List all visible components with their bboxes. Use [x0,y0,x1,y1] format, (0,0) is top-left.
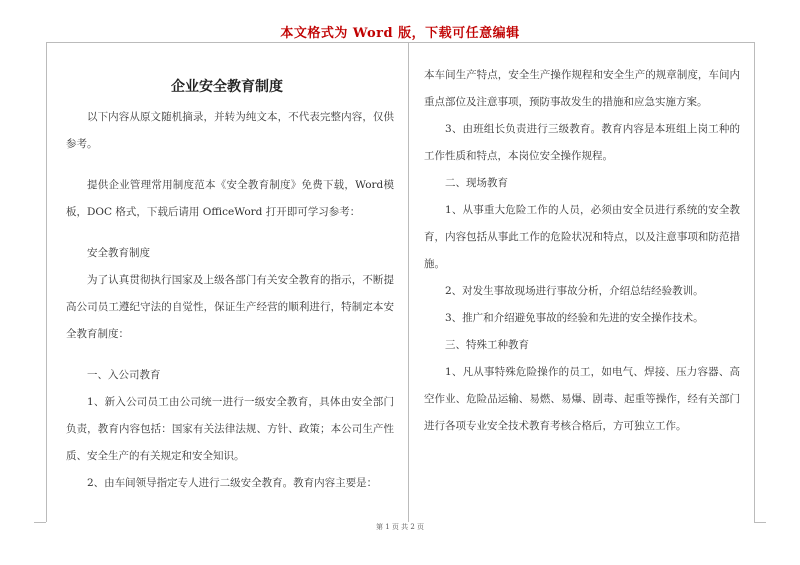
paragraph: 以下内容从原文随机摘录，并转为纯文本，不代表完整内容，仅供参考。 [66,111,394,150]
right-column [424,62,740,440]
column-divider [408,42,409,522]
section-heading: 一、入公司教育 [87,369,161,381]
paragraph: 2、对发生事故现场进行事故分析，介绍总结经验教训。 [445,285,704,297]
section-heading: 三、特殊工种教育 [445,339,529,351]
section-heading: 二、现场教育 [445,177,508,189]
paragraph: 本车间生产特点，安全生产操作规程和安全生产的规章制度，车间内重点部位及注意事项，预防事故发生的措施和应急实施方案。 [424,69,740,108]
paragraph: 3、推广和介绍避免事故的经验和先进的安全操作技术。 [445,312,704,324]
paragraph: 1、凡从事特殊危险操作的员工，如电气、焊接、压力容器、高空作业、危险品运输、易燃、易爆、剧毒、起重等操作，经有关部门进行各项专业安全技术教育考核合格后，方可独立工作。 [424,366,740,432]
download-banner: 本文格式为 Word 版，下载可任意编辑 [280,26,520,41]
paragraph: 为了认真贯彻执行国家及上级各部门有关安全教育的指示，不断提高公司员工遵纪守法的自觉性，保证生产经营的顺利进行，特制定本安全教育制度： [66,274,394,340]
page-frame-top [46,42,754,43]
left-column [66,104,394,497]
page-frame-right [754,42,755,522]
page-number: 第 1 页 共 2 页 [375,523,425,531]
paragraph: 提供企业管理常用制度范本《安全教育制度》免费下载，Word模板，DOC 格式，下载后请用 OfficeWord 打开即可学习参考： [66,179,395,218]
page-frame-left [46,42,47,522]
paragraph: 2、由车间领导指定专人进行二级安全教育。教育内容主要是： [87,477,378,489]
document-title: 企业安全教育制度 [171,79,283,95]
paragraph: 安全教育制度 [87,247,150,259]
paragraph: 3、由班组长负责进行三级教育。教育内容是本班组上岗工种的工作性质和特点，本岗位安全操作规程。 [424,123,740,162]
paragraph: 1、新入公司员工由公司统一进行一级安全教育，具体由安全部门负责，教育内容包括：国家有关法律法规、方针、政策；本公司生产性质、安全生产的有关规定和安全知识。 [66,396,394,462]
paragraph: 1、从事重大危险工作的人员，必须由安全员进行系统的安全教育，内容包括从事此工作的危险状况和特点，以及注意事项和防范措施。 [424,204,740,270]
